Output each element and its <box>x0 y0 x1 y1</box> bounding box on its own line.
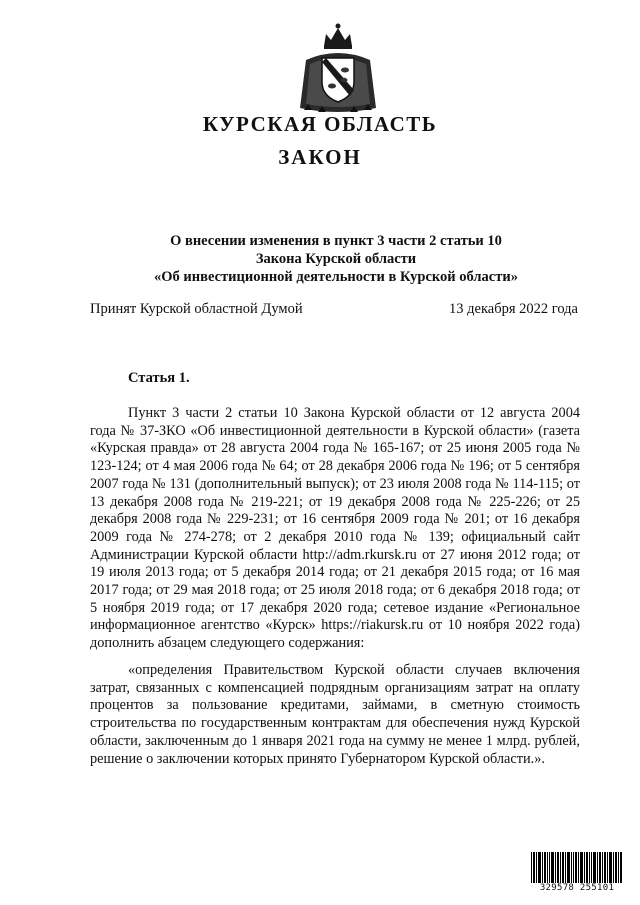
barcode-number: 329578 255101 <box>530 883 624 893</box>
adoption-row <box>90 301 578 318</box>
law-subject-line: О внесении изменения в пункт 3 части 2 статьи 10 <box>170 233 502 249</box>
article-paragraph: «определения Правительством Курской области случаев включения затрат, связанных с компенсацией подрядным организациям затрат на оплату процентов за пользование кредитами, займами, в сметную стоимость строительства по государственным контрактам для обеспечения нужд Курской области, заключенным до 1 января 2021 года на сумму не менее 1 млрд. рублей, решение о заключении которых принято Губернатором Курской области.». <box>90 662 580 767</box>
document-type-title: ЗАКОН <box>278 145 362 169</box>
region-title: КУРСКАЯ ОБЛАСТЬ <box>202 112 438 136</box>
coat-of-arms-icon <box>296 20 380 118</box>
article-heading: Статья 1. <box>128 370 190 386</box>
law-subject-line: «Об инвестиционной деятельности в Курской области» <box>154 269 518 285</box>
adoption-date: 13 декабря 2022 года <box>449 301 578 317</box>
adopted-by: Принят Курской областной Думой <box>90 301 303 317</box>
barcode-icon <box>530 852 624 902</box>
article-paragraph: Пункт 3 части 2 статьи 10 Закона Курской области от 12 августа 2004 года № 37-ЗКО «Об инвестиционной деятельности в Курской области» (газета «Курская правда» от 28 августа 2004 года № 165-167; от 25 июня 2005 года № 123-124; от 4 мая 2006 года № 64; от 28 декабря 2006 года № 196; от 5 сентября 2007 года № 131 (дополнительный выпуск); от 23 июля 2008 года № 114-115; от 13 декабря 2008 года № 219-221; от 19 декабря 2008 года № 225-226; от 25 декабря 2008 года № 229-231; от 16 сентября 2009 года № 201; от 16 декабря 2009 года № 274-278; от 2 декабря 2010 года № 139; официальный сайт Администрации Курской области http://adm.rkursk.ru от 27 июня 2012 года; от 19 июля 2013 года; от 5 декабря 2014 года; от 21 декабря 2015 года; от 16 мая 2017 года; от 29 мая 2018 года; от 25 июля 2018 года; от 6 декабря 2018 года; от 5 ноября 2019 года; от 17 декабря 2020 года; сетевое издание «Региональное информационное агентство «Курск» https://riakursk.ru от 10 ноября 2022 года) дополнить абзацем следующего содержания: <box>90 405 580 652</box>
law-subject <box>0 232 640 286</box>
law-subject-line: Закона Курской области <box>255 251 417 267</box>
